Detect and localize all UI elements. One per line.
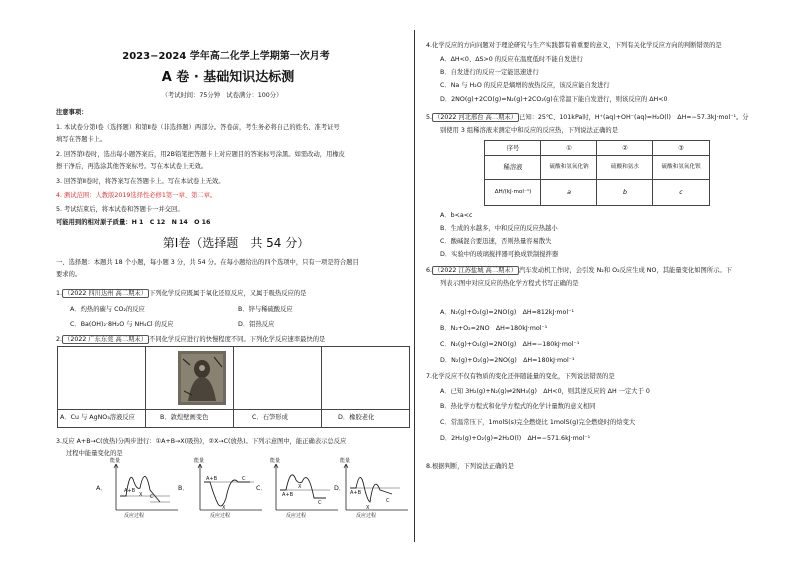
q3-label-b: B． [178,485,189,492]
q5-option-d: D．实验中的玻璃搅拌器可换成铁制搅拌器 [440,251,559,258]
question-1: 1. （2022 四川达州 高二期末） 下列化学反应既属于氧化还原反应，又属于吸热反应的是 [56,290,307,297]
q7-option-c: C．常温常压下，1molS(s)完全燃烧比 1molS(g)完全燃烧时的焓变大 [440,419,636,426]
question-5-cont: 别使用 3 组稀溶液来测定中和反应的反应热，下列说法正确的是 [440,127,619,134]
q2-option-c: C．石笋形成 [252,414,288,421]
question-8: 8.根据判断，下列说法正确的是 [426,463,514,470]
table-row-label: 稀溶液 [503,164,523,171]
label-x: X [139,492,143,498]
label-x: X [222,505,226,511]
q5-option-c: C．酸碱混合要迅速，否则热量容易散失 [440,238,552,245]
q3-label-c: C． [256,485,267,492]
question-2: 2. （2022 广东东莞 高二期末） 不同化学反应进行的快慢程度不同。下列化学反应速率最快的是 [56,336,326,343]
axis-progress-label: 反应过程 [356,513,377,519]
table-cell: b [623,189,627,196]
q6-option-b: B．N₂+O₂=2NO ΔH=180kJ·mol⁻¹ [440,325,548,332]
source-tag: （2022 四川达州 高二期末） [64,290,148,297]
q4-option-d: D．2NO(g)+2CO(g)=N₂(g)+2CO₂(g)在常温下能自发进行，则该反应的 ΔH<0 [440,96,668,103]
label-x: X [298,484,302,490]
question-7: 7.化学反应不仅有物质的变化还伴随能量的变化，下列说法错误的是 [426,373,615,380]
source-tag: （2022 广东东莞 高二期末） [64,336,148,343]
label-c: C [242,476,246,482]
question-5: 5. （2022 河北邢台 高二期末） 已知：25℃、101kPa时，H⁺(aq)+OH⁻(aq)=H₂O(l) ΔH=−57.3kJ·mol⁻¹。分 [426,114,749,121]
q6-option-d: D．N₂(g)+O₂(g)=2NO(g) ΔH=180kJ·mol⁻¹ [440,357,575,364]
q7-option-a: A．已知 3H₂(g)+N₂(g)⇌2NH₃(g) ΔH<0，则其逆反应的 ΔH 一定大于 0 [440,388,650,395]
q1-option-c: C．Ba(OH)₂·8H₂O 与 NH₄Cl 的反应 [70,321,174,328]
section-title: 第Ⅰ卷（选择题 共 54 分） [162,236,310,250]
label-ab: A+B [206,476,218,482]
exam-subtitle: A 卷 · 基础知识达标测 [161,70,295,85]
question-6: 6. （2022 江苏盐城 高二期末） 汽车发动机工作时，会引发 N₂和 O₂反应生成 NO，其能量变化如图所示。下 [426,267,733,274]
table-cell: 硫酸和氢氧化钠 [549,164,589,170]
q4-option-c: C．Na 与 H₂O 的反应是熵增的放热反应，该反应能自发进行 [440,82,610,89]
q6-option-c: C．N₂(g)+O₂(g)=2NO(g) ΔH=−180kJ·mol⁻¹ [440,341,580,348]
table-cell: a [567,189,571,196]
q2-option-d: D．橡胶老化 [338,414,375,421]
note-1a: 1. 本试卷分第Ⅰ卷（选择题）和第Ⅱ卷（非选择题）两部分。答卷前，考生务必将自己的姓名、准考证号 [56,124,340,131]
axis-progress-label: 反应过程 [124,513,145,519]
q1-option-b: B．锌与稀硫酸反应 [238,306,293,313]
q4-option-b: B．自发进行的反应一定能迅速进行 [440,69,539,76]
table-header-3: ③ [678,145,684,152]
note-2a: 2. 回答第Ⅰ卷时，选出每小题答案后，用2B铅笔把答题卡上对应题目的答案标号涂黑。如需改动，用橡皮 [56,151,345,158]
mural-image [178,351,226,405]
exam-info: （考试时间：75分钟 试卷满分：100分） [161,92,283,99]
note-4: 4. 测试范围：人教版2019选择性必修1第一章、第二章。 [56,192,217,199]
table-header-1: ① [566,145,572,152]
q5-option-a: A．b<a<c [440,212,473,219]
q7-option-d: D．2H₂(g)+O₂(g)=2H₂O(l) ΔH=−571.6kJ·mol⁻¹ [440,435,591,442]
q1-option-d: D．铝热反应 [238,321,275,328]
column-divider [414,30,415,542]
label-c: C [318,500,322,506]
q5-table [484,140,710,206]
axis-energy-label: 能量 [340,458,351,464]
table-cell: 硫酸和氢氧化钡 [661,164,701,170]
axis-energy-label: 能量 [110,458,121,464]
table-cell: c [679,189,683,196]
table-header-2: ② [622,145,628,152]
q3-label-d: D． [334,485,346,492]
q5-option-b: B．生成的水越多，中和反应的反应热越小 [440,225,558,232]
exam-title: 2023−2024 学年高二化学上学期第一次月考 [122,51,330,62]
note-2b: 擦干净后，再选涂其他答案标号。写在本试卷上无效。 [56,163,208,170]
atomic-masses: 可能用到的相对原子质量：H 1 C 12 N 14 O 16 [56,219,211,226]
label-ab: A+B [350,490,362,496]
question-3: 3.反应 A+B→C(放热)分两步进行：①A+B→X(吸热)，②X→C(放热)。下列示意图中，能正确表示总反应 [56,438,347,445]
axis-energy-label: 能量 [270,458,281,464]
label-ab: A+B [124,488,136,494]
energy-diagram-a [110,460,182,520]
q7-option-b: B．热化学方程式和化学方程式的化学计量数的意义相同 [440,403,596,410]
q1-option-a: A．灼热的碳与 CO₂的反应 [70,306,145,313]
note-3: 3. 回答第Ⅱ卷时，将答案写在答题卡上。写在本试卷上无效。 [56,178,225,185]
table-cell: 硫酸和氨水 [611,164,639,170]
source-tag: （2022 河北邢台 高二期末） [434,114,518,121]
source-tag: （2022 江苏盐城 高二期末） [434,267,518,274]
axis-progress-label: 反应过程 [286,513,307,519]
question-6-cont: 列表示图中对应反应的热化学方程式书写正确的是 [440,280,579,287]
q2-option-a: A．Cu 与 AgNO₃溶液反应 [60,414,135,421]
notes-heading: 注意事项： [56,109,88,116]
axis-energy-label: 能量 [194,458,205,464]
q2-options-table [57,346,410,428]
table-row-label: ΔH/(kJ·mol⁻¹) [494,189,532,195]
q6-option-a: A．N₂(g)+O₂(g)=2NO(g) ΔH=812kJ·mol⁻¹ [440,309,574,316]
note-5: 5. 考试结束后，将本试卷和答题卡一并交回。 [56,206,184,213]
question-3-cont: 过程中能量变化的是 [66,450,123,457]
label-c: C [150,494,154,500]
energy-diagram-c [270,460,342,520]
axis-progress-label: 反应过程 [210,513,231,519]
label-x: X [366,505,370,511]
section-instructions-b: 要求的。 [56,271,82,278]
q3-label-a: A． [96,485,107,492]
q4-option-a: A．ΔH<0、ΔS>0 的反应在温度低时不能自发进行 [440,56,583,63]
label-c: C [386,498,390,504]
q2-option-b: B．敦煌壁画变色 [160,414,209,421]
note-1b: 填写在答题卡上。 [56,136,107,143]
table-header-index: 序号 [506,145,520,152]
section-instructions-a: 一、选择题：本题共 18 个小题，每小题 3 分，共 54 分。在每小题给出的四个选项中，只有一项是符合题目 [56,259,359,266]
question-4: 4.化学反应的方向问题对于理论研究与生产实践都有着重要的意义，下列有关化学反应方向的判断错误的是 [426,42,722,49]
label-ab: A+B [282,492,294,498]
